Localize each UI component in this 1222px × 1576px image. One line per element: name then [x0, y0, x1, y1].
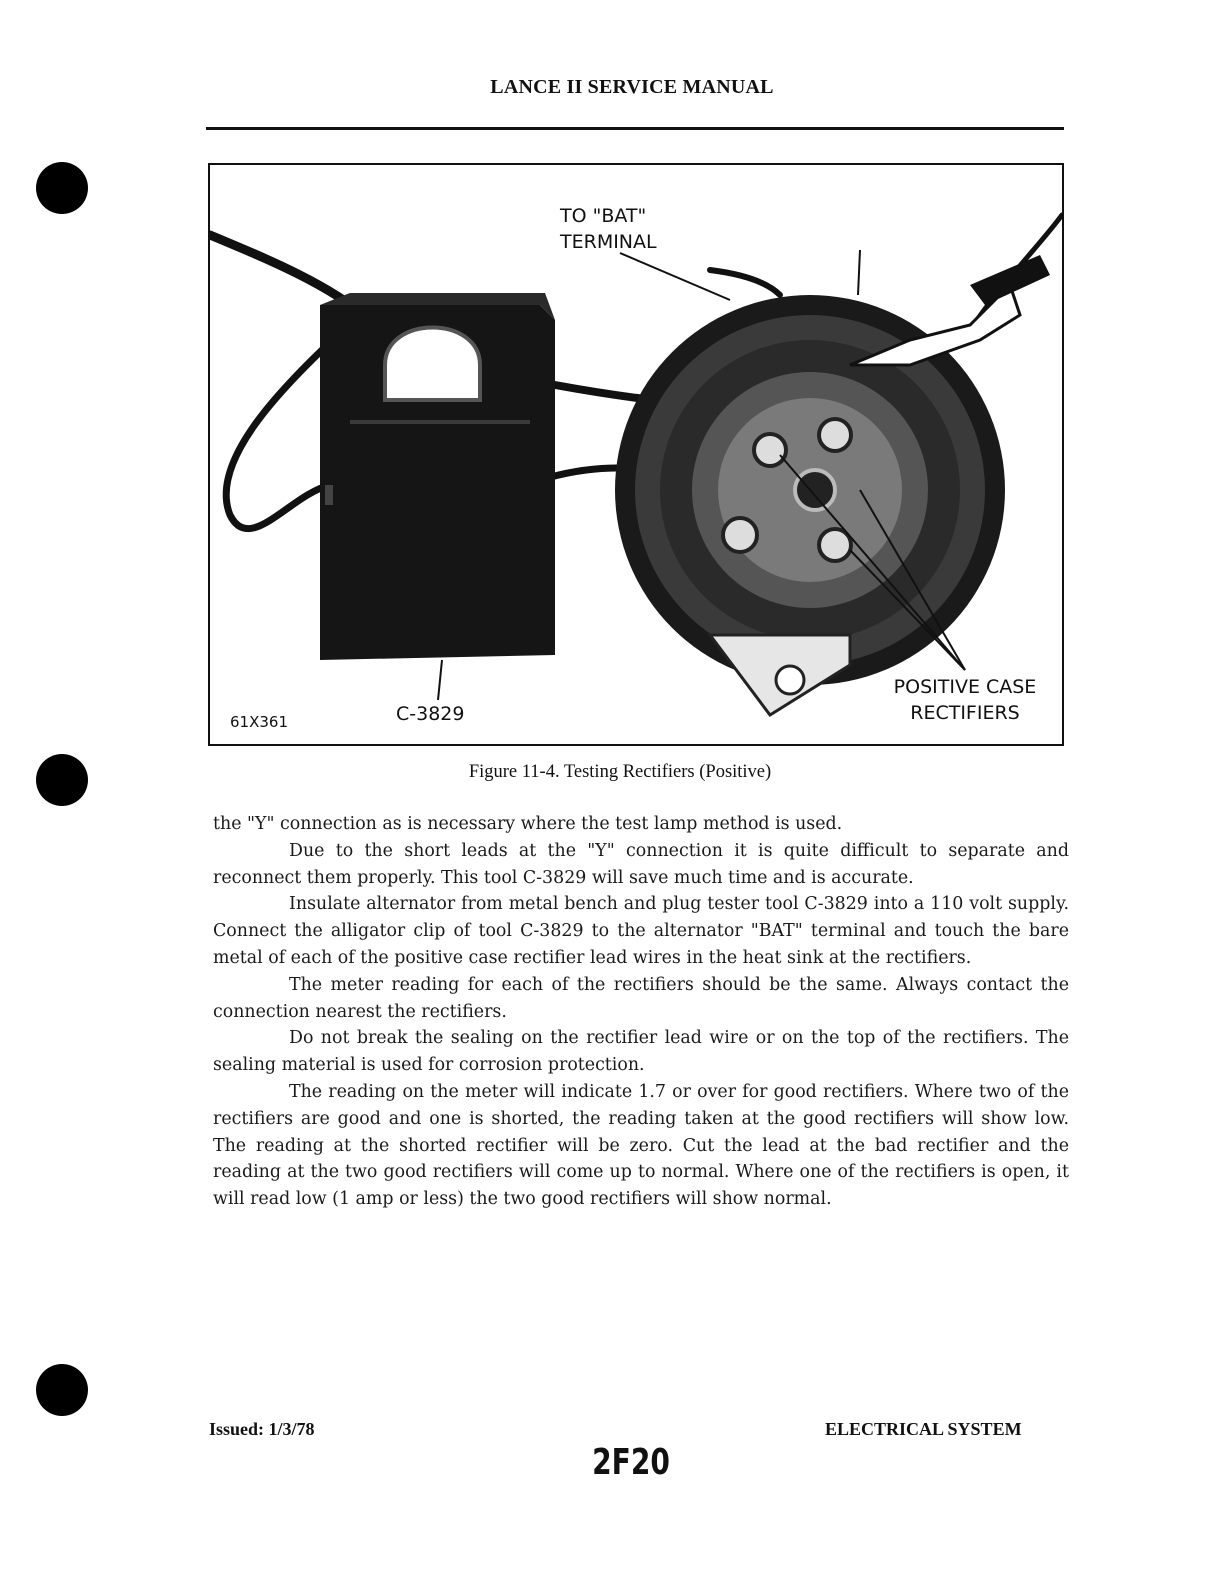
paragraph-6: The reading on the meter will indicate 1.7 or over for good rectifiers. Where two of the rectifiers are good and one is shorted, the reading taken at the good rectifiers will show low. The reading at the shorted rectifier will be zero. Cut the lead at the bad rectifier and the reading at the two good rectifiers will come up to normal. Where one of the rectifiers is open, it will read low (1 amp or less) the two good rectifiers will show normal.: [213, 1081, 1069, 1210]
page-code: 2F20: [592, 1442, 670, 1483]
paragraph-2: Due to the short leads at the "Y" connection it is quite difficult to separate and reconnect them properly. This tool C-3829 will save much time and is accurate.: [213, 840, 1069, 888]
paragraph-5: Do not break the sealing on the rectifier lead wire or on the top of the rectifiers. The sealing material is used for corrosion protection.: [213, 1028, 1069, 1076]
figure-label-positive-case-rectifiers: [870, 674, 1060, 726]
paragraph-3: Insulate alternator from metal bench and plug tester tool C-3829 into a 110 volt supply. Connect the alligator clip of tool C-3829 to the alternator "BAT" terminal and touch the bare metal of each of the positive case rectifier lead wires in the heat sink at the rectifiers.: [213, 894, 1069, 968]
positive-label-line-2: RECTIFIERS: [910, 702, 1020, 724]
figure-caption: Figure 11-4. Testing Rectifiers (Positive): [468, 762, 772, 782]
figure-label-bat-terminal: [560, 203, 657, 255]
punch-hole-bottom: [36, 1364, 88, 1416]
footer-section-name: ELECTRICAL SYSTEM: [825, 1419, 1022, 1439]
positive-label-line-1: POSITIVE CASE: [893, 676, 1037, 698]
paragraph-1: the "Y" connection as is necessary where the test lamp method is used.: [213, 814, 843, 834]
bat-label-line-2: TERMINAL: [560, 231, 657, 253]
footer-issued-date: Issued: 1/3/78: [209, 1419, 315, 1439]
tester-box-image: [320, 293, 555, 660]
header-rule: [206, 127, 1064, 130]
bat-label-line-1: TO "BAT": [560, 205, 647, 227]
figure-label-tool: C-3829: [396, 703, 465, 725]
body-text: [213, 811, 1069, 1213]
figure-photo: [208, 163, 1064, 746]
paragraph-4: The meter reading for each of the rectifiers should be the same. Always contact the connection nearest the rectifiers.: [213, 974, 1069, 1022]
figure-photo-code: 61X361: [230, 713, 288, 731]
punch-hole-top: [36, 162, 88, 214]
page-header-title: LANCE II SERVICE MANUAL: [490, 76, 774, 98]
